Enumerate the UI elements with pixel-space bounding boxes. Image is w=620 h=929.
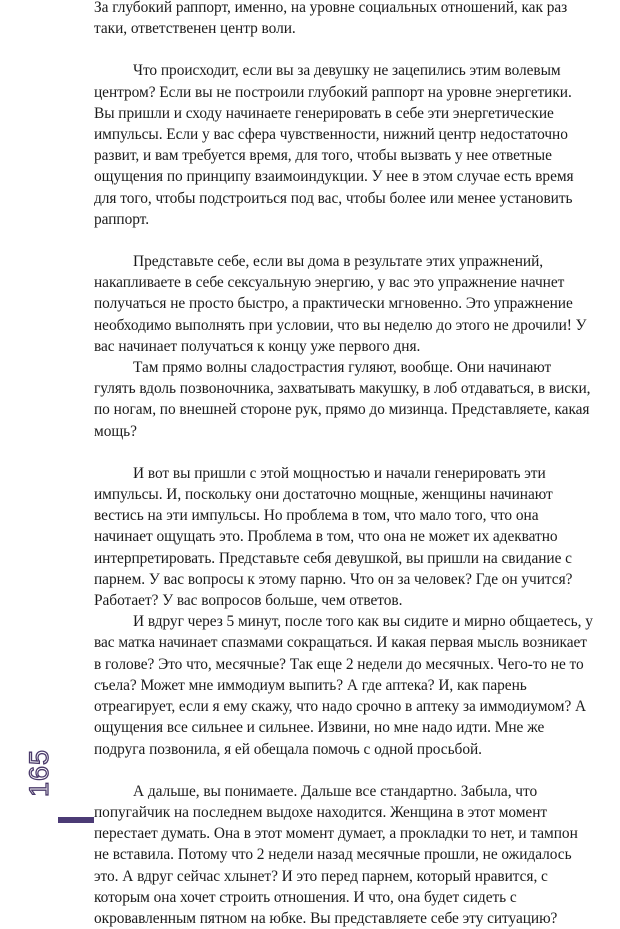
page-number xyxy=(20,748,76,798)
footer-accent-bar xyxy=(58,817,94,823)
body-text xyxy=(94,0,594,929)
paragraph-4: Там прямо волны сладострастия гуляют, вообще. Они начинают гулять вдоль позвоночника, захватывать макушку, в лоб отдаваться, в виски, по ногам, по внешней стороне рук, прямо до мизинца. Представляете, какая мощь? xyxy=(94,359,591,440)
paragraph-7: А дальше, вы понимаете. Дальше все стандартно. Забыла, что попугайчик на последнем выдохе находится. Женщина в этот момент перестает думать. Она в этот момент думает, а прокладки то нет, и тампон не вставила. Потому что 2 недели назад месячные прошли, не ожидалось это. А вдруг сейчас хлынет? И это перед парнем, который нравится, с которым она хочет строить отношения. И что, она будет сидеть с окровавленным пятном на юбке. Вы представляете себе эту ситуацию? xyxy=(94,782,578,927)
paragraph-6: И вдруг через 5 минут, после того как вы сидите и мирно общаетесь, у вас матка начинает спазмами сокращаться. И какая первая мысль возникает в голове? Это что, месячные? Так еще 2 недели до месячных. Чего-то не то съела? Может мне иммодиум выпить? А где аптека? И, как парень отреагирует, если я ему скажу, что надо срочно в аптеку за иммодиумом? А ощущения все сильнее и сильнее. Извини, но мне надо идти. Мне же подруга позвонила, я ей обещала помочь с одной просьбой. xyxy=(94,613,593,758)
page-number-text: 165 xyxy=(24,748,54,797)
paragraph-5: И вот вы пришли с этой мощностью и начали генерировать эти импульсы. И, поскольку они достаточно мощные, женщины начинают вестись на эти импульсы. Но проблема в том, что мало того, что она начинает ощущать это. Проблема в том, что она не может их адекватно интерпретировать. Представьте себя девушкой, вы пришли на свидание с парнем. У вас вопросы к этому парню. Что он за человек? Где он учится? Работает? У вас вопросов больше, чем ответов. xyxy=(94,464,573,610)
paragraph-2: Что происходит, если вы за девушку не зацепились этим волевым центром? Если вы не построили глубокий раппорт на уровне энергетики. Вы пришли и сходу начинаете генерировать в себе эти энергетические импульсы. Если у вас сфера чувственности, нижний центр недостаточно развит, и вам требуется время, для того, чтобы вызвать у нее ответные ощущения по принципу взаимоиндукции. У нее в этом случае есть время для того, чтобы подстроиться под вас, чтобы более или менее установить раппорт. xyxy=(94,62,574,228)
paragraph-1: За глубокий раппорт, именно, на уровне социальных отношений, как раз таки, ответственен центр воли. xyxy=(94,0,568,38)
paragraph-3: Представьте себе, если вы дома в результате этих упражнений, накапливаете в себе сексуальную энергию, у вас это упражнение начнет получаться не просто быстро, а практически мгновенно. Это упражнение необходимо выполнять при условии, что вы неделю до этого не дрочили! У вас начинает получаться к концу уже первого дня. xyxy=(94,253,587,355)
